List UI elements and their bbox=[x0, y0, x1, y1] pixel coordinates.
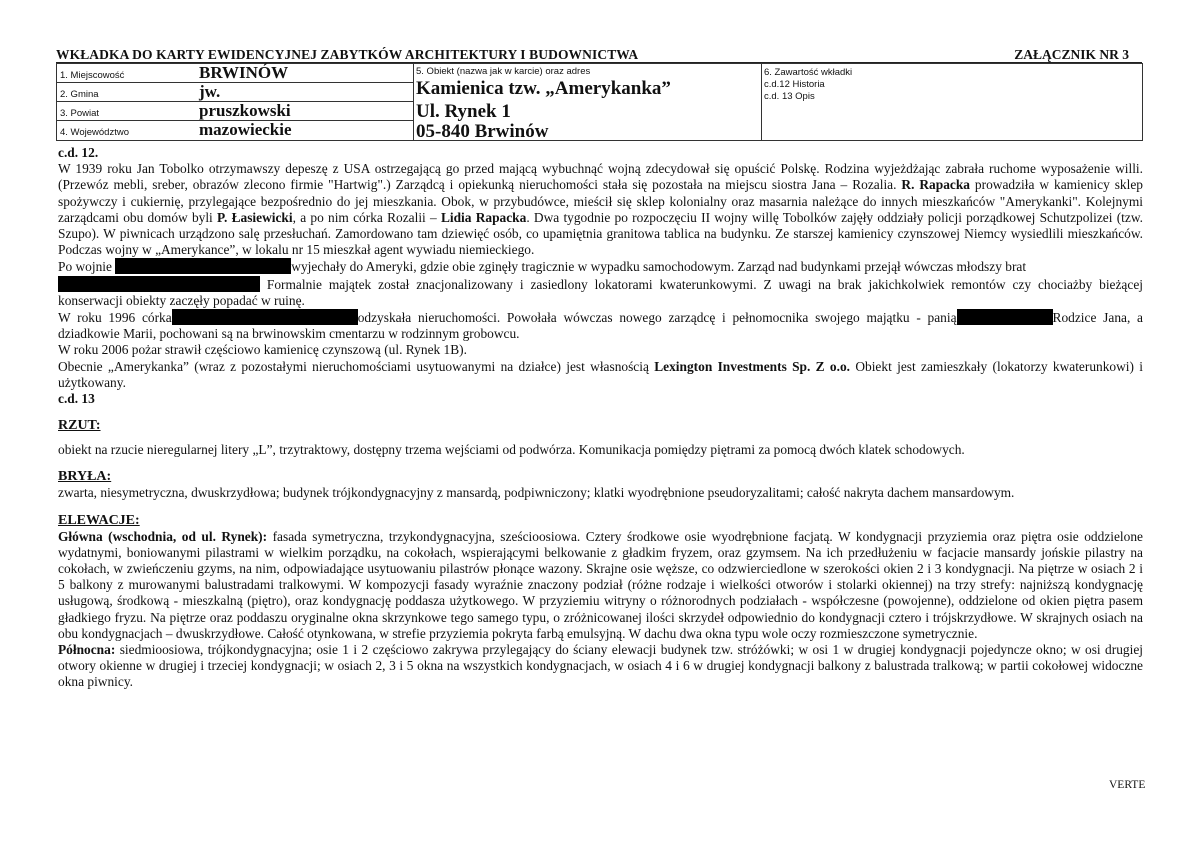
field-county: 3. Powiat pruszkowski bbox=[57, 102, 413, 121]
county-value: pruszkowski bbox=[199, 101, 291, 120]
form-title: WKŁADKA DO KARTY EWIDENCYJNEJ ZABYTKÓW ARCHITEKTURY I BUDOWNICTWA bbox=[56, 47, 639, 62]
elevation-north-text: Północna: siedmioosiowa, trójkondygnacyjna; osie 1 i 2 częściowo zakrywa przylegający do ściany elewacji budynek tzw. stróżówki; w osi 1 w drugiej kondygnacji pojedyncze okno; w osi drugiej otwory okienne w drugiej i trzeciej kondygnacji; w osiach 2, 3 i 5 okna na wszystkich kondygnacjach, w osiach 4 i 6 w drugiej kondygnacji balkony z balustrada tralkową; w partii cokołowej widoczne okna piwnicy. bbox=[58, 642, 1143, 690]
redaction-bar bbox=[58, 276, 260, 292]
field-object: 5. Obiekt (nazwa jak w karcie) oraz adres Kamienica tzw. „Amerykanka” Ul. Rynek 1 05-840 Brwinów bbox=[414, 64, 762, 141]
history-paragraph-5: Obecnie „Amerykanka” (wraz z pozostałymi nieruchomościami usytuowanymi na działce) jest własnością Lexington Investments Sp. Z o.o. Obiekt jest zamieszkały (lokatorzy kwaterunkowi) i użytkowany. bbox=[58, 358, 1143, 390]
contents-item-2: c.d. 13 Opis bbox=[764, 91, 815, 102]
field-voivodeship: 4. Województwo mazowieckie bbox=[60, 120, 292, 139]
object-name: Kamienica tzw. „Amerykanka” bbox=[416, 78, 671, 99]
elewacje-heading: ELEWACJE: bbox=[58, 512, 140, 528]
rzut-text: obiekt na rzucie nieregularnej litery „L”, trzytraktowy, dostępny trzema wejściami od podwórza. Komunikacja pomiędzy piętrami za pomocą dwóch klatek schodowych. bbox=[58, 442, 965, 458]
document-body bbox=[58, 145, 1143, 691]
commune-value: jw. bbox=[199, 82, 221, 101]
elevation-east-text: Główna (wschodnia, od ul. Rynek): fasada symetryczna, trzykondygnacyjna, sześcioosiowa. Cztery środkowe osie wyodrębnione facjatą. W kondygnacji przyziemia oraz piętra osie oddzielone wydatnymi, boniowanymi pilastrami w wielkim porządku, na cokołach, wspierającymi belkowanie z gładkim fryzem, oraz gzymsem. Na ich przedłużeniu w facjacie mansardy jońskie pilastry na cokołach, w zwieńczeniu gzyms, na nim, odpowiadające usytuowaniu pilastrów płonące wazony. Skrajne osie węższe, co odzwierciedlone w szerokości okien 2 i 3 kondygnacji. Na piętrze w osiach 2 i 5 balkony z murowanymi balustradami tralkowymi. W kompozycji fasady wyraźnie znaczony podział (różne rodzaje i wielkości otworów i stolarki okiennej) na trzy strefy: najniższą kondygnację usługową, środkową - mieszkalną (piętro), oraz kondygnację poddasza użytkowego. W przyziemiu witryny o różnorodnych podziałach - współczesne (powojenne), oddzielone od okien piętra pasem gładkiego fryzu. Na piętrze oraz poddaszu oryginalne okna skrzynkowe tego samego typu, o zróżnicowanej ilości skrzydeł odpowiednio do kondygnacji cztero i trójskrzydłowe. W skrajnych osiach na obu kondygnacjach – dwuskrzydłowe. Całość otynkowana, w strefie przyziemia pokryta farbą emulsyjną. W dachu dwa okna typu wole oczy rozmieszczone symetrycznie. bbox=[58, 528, 1143, 641]
field-locality: 1. Miejscowość BRWINÓW bbox=[57, 64, 413, 83]
history-paragraph-1: W 1939 roku Jan Tobolko otrzymawszy depeszę z USA ostrzegającą go przed mającą wybuchnąć wojną zdecydował się opuścić Polskę. Rodzina wyjeżdżając zabrała ruchome wyposażenie willi. (Przewóz mebli, sreber, obrazów zlecono firmie "Hartwig".) Zarządcą i opiekunką nieruchomości stała się pozostała na miejscu siostra Jana – Rozalia. R. Rapacka prowadziła w kamienicy sklep spożywczy i cukiernię, przylegające bezpośrednio do jej mieszkania. Obok, w przybudówce, mieścił się sklep kolonialny oraz masarnia należące do innych mieszkańców "Amerykanki". Kolejnymi zarządcami obu domów byli P. Łasiewicki, a po nim córka Rozalii – Lidia Rapacka. Dwa tygodnie po rozpoczęciu II wojny willę Tobolków zajęły oddziały policji porządkowej Schutzpolizei (tzw. Szupo). W piwnicach urządzono salę przesłuchań. Zamordowano tam dziewięć osób, co upamiętnia granitowa tablica na budynku. Ze starszej kamienicy czynszowej Niemcy wysiedlili mieszkańców. Podczas wojny w „Amerykance”, w lokalu nr 15 mieszkał agent wywiadu niemieckiego. bbox=[58, 161, 1143, 258]
object-postal: 05-840 Brwinów bbox=[416, 121, 549, 142]
redaction-bar bbox=[172, 309, 358, 325]
verte-note: VERTE bbox=[1109, 779, 1146, 791]
rzut-heading: RZUT: bbox=[58, 418, 101, 434]
section-cd12-heading: c.d. 12. bbox=[58, 145, 99, 160]
object-street: Ul. Rynek 1 bbox=[416, 101, 511, 122]
bryla-text: zwarta, niesymetryczna, dwuskrzydłowa; budynek trójkondygnacyjny z mansardą, podpiwniczony; klatki wyodrębnione pseudoryzalitami; całość nakryta dachem mansardowym. bbox=[58, 485, 1015, 501]
annex-number: ZAŁĄCZNIK NR 3 bbox=[1014, 47, 1129, 62]
bryla-heading: BRYŁA: bbox=[58, 469, 112, 485]
voivodeship-value: mazowieckie bbox=[199, 120, 292, 139]
history-paragraph-2: Po wojnie wyjechały do Ameryki, gdzie obie zginęły tragicznie w wypadku samochodowym. Zarząd nad budynkami przejął wówczas młodszy brat Formalnie majątek został znacjonalizowany i zasiedlony lokatorami kwaterunkowymi. Z uwagi na brak jakichkolwiek remontów czy chociażby bieżącej konserwacji obiekty zaczęły popadać w ruinę. bbox=[58, 259, 1143, 308]
location-fields bbox=[57, 64, 414, 141]
field-contents: 6. Zawartość wkładki c.d.12 Historia c.d. 13 Opis bbox=[762, 64, 1143, 141]
locality-value: BRWINÓW bbox=[199, 63, 289, 82]
history-paragraph-3: W roku 1996 córka odzyskała nieruchomości. Powołała wówczas nowego zarządcę i pełnomocnika swojego majątku - panią Rodzice Jana, a dziadkowie Marii, pochowani są na brwinowskim cmentarzu w rodzinnym grobowcu. bbox=[58, 310, 1143, 342]
redaction-bar bbox=[957, 309, 1053, 325]
contents-item-1: c.d.12 Historia bbox=[764, 79, 825, 90]
history-paragraph-4: W roku 2006 pożar strawił częściowo kamienicę czynszową (ul. Rynek 1B). bbox=[58, 342, 467, 358]
header-fields-table bbox=[56, 63, 1143, 141]
field-commune: 2. Gmina jw. bbox=[57, 83, 413, 102]
redaction-bar bbox=[115, 258, 291, 274]
section-cd13-heading: c.d. 13 bbox=[58, 391, 95, 407]
